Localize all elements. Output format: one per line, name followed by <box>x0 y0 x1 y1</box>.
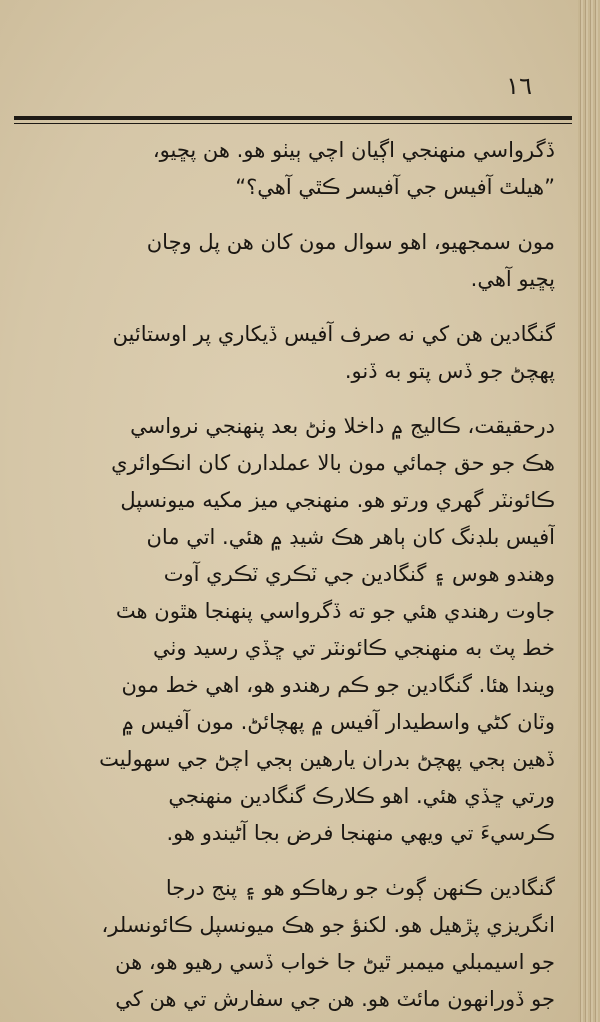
paragraph <box>30 316 555 390</box>
body-text <box>30 132 555 1018</box>
paragraph-gap <box>30 206 555 224</box>
header-rule-thin <box>14 123 572 124</box>
text-line: ڪرسيءَ تي ويهي منهنجا فرض بجا آڻيندو هو. <box>166 821 555 845</box>
text-line: درحقيقت، ڪاليج ۾ داخلا وٺڻ بعد پنهنجي نرواسي <box>130 414 555 438</box>
text-line: پهچڻ جو ڏس پتو به ڏنو. <box>344 359 555 383</box>
text-line: ورتي ڇڏي هئي. اهو ڪلارڪ گنگادين منهنجي <box>168 784 555 808</box>
paragraph-gap <box>30 852 555 870</box>
text-line: آفيس بلڊنگ کان ٻاهر هڪ شيڊ ۾ هئي. اتي مان <box>146 525 555 549</box>
header-rule <box>14 116 572 120</box>
text-line: انگريزي پڙهيل هو. لکنؤ جو هڪ ميونسپل ڪائونسلر، <box>101 913 555 937</box>
text-line: پڇيو آهي. <box>470 267 555 291</box>
text-line: ڪائونٽر گهري ورتو هو. منهنجي ميز مکيه ميونسپل <box>120 488 555 512</box>
text-line: جو ڏورانهون مائٽ هو. هن جي سفارش تي هن کي <box>115 987 555 1011</box>
paragraph <box>30 132 555 206</box>
paragraph <box>30 870 555 1018</box>
page-stack-edge <box>578 0 600 1022</box>
paragraph-gap <box>30 298 555 316</box>
text-line: گنگادين ڪنهن ڳوٺ جو رهاڪو هو ۽ پنج درجا <box>165 876 555 900</box>
text-line: ڏهين ٻجي پهچڻ بدران يارهين ٻجي اچڻ جي سهوليت <box>99 747 555 771</box>
paragraph <box>30 224 555 298</box>
text-line: مون سمجهيو، اهو سوال مون کان هن پل وچان <box>146 230 555 254</box>
paragraph-gap <box>30 390 555 408</box>
text-line: وٽان کڻي واسطيدار آفيس ۾ پهچائڻ. مون آفيس ۾ <box>121 710 555 734</box>
text-line: هڪ جو حق ڄمائي مون بالا عملدارن کان انڪوائري <box>111 451 555 475</box>
text-line: خط پٽ به منهنجي ڪائونٽر تي ڇڏي رسيد وٺي <box>152 636 555 660</box>
text-line: جاوت رهندي هئي جو ته ڏگرواسي پنهنجا هٿون هٿ <box>115 599 555 623</box>
page-number: ١٦ <box>506 72 532 100</box>
paragraph <box>30 408 555 852</box>
text-line: ويندا هئا. گنگادين جو ڪم رهندو هو، اهي خط مون <box>121 673 555 697</box>
text-line: ڏگرواسي منهنجي اڳيان اچي ٻيٺو هو. هن پڇيو، <box>152 138 555 162</box>
text-line: ”هيلٿ آفيس جي آفيسر ڪٿي آهي؟“ <box>235 175 555 199</box>
text-line: گنگادين هن کي نه صرف آفيس ڏيکاري پر اوستائين <box>112 322 555 346</box>
text-line: جو اسيمبلي ميمبر ٿيڻ جا خواب ڏسي رهيو هو، هن <box>115 950 555 974</box>
text-line: وهندو هوس ۽ گنگادين جي ٽڪري ٽڪري آوت <box>163 562 555 586</box>
